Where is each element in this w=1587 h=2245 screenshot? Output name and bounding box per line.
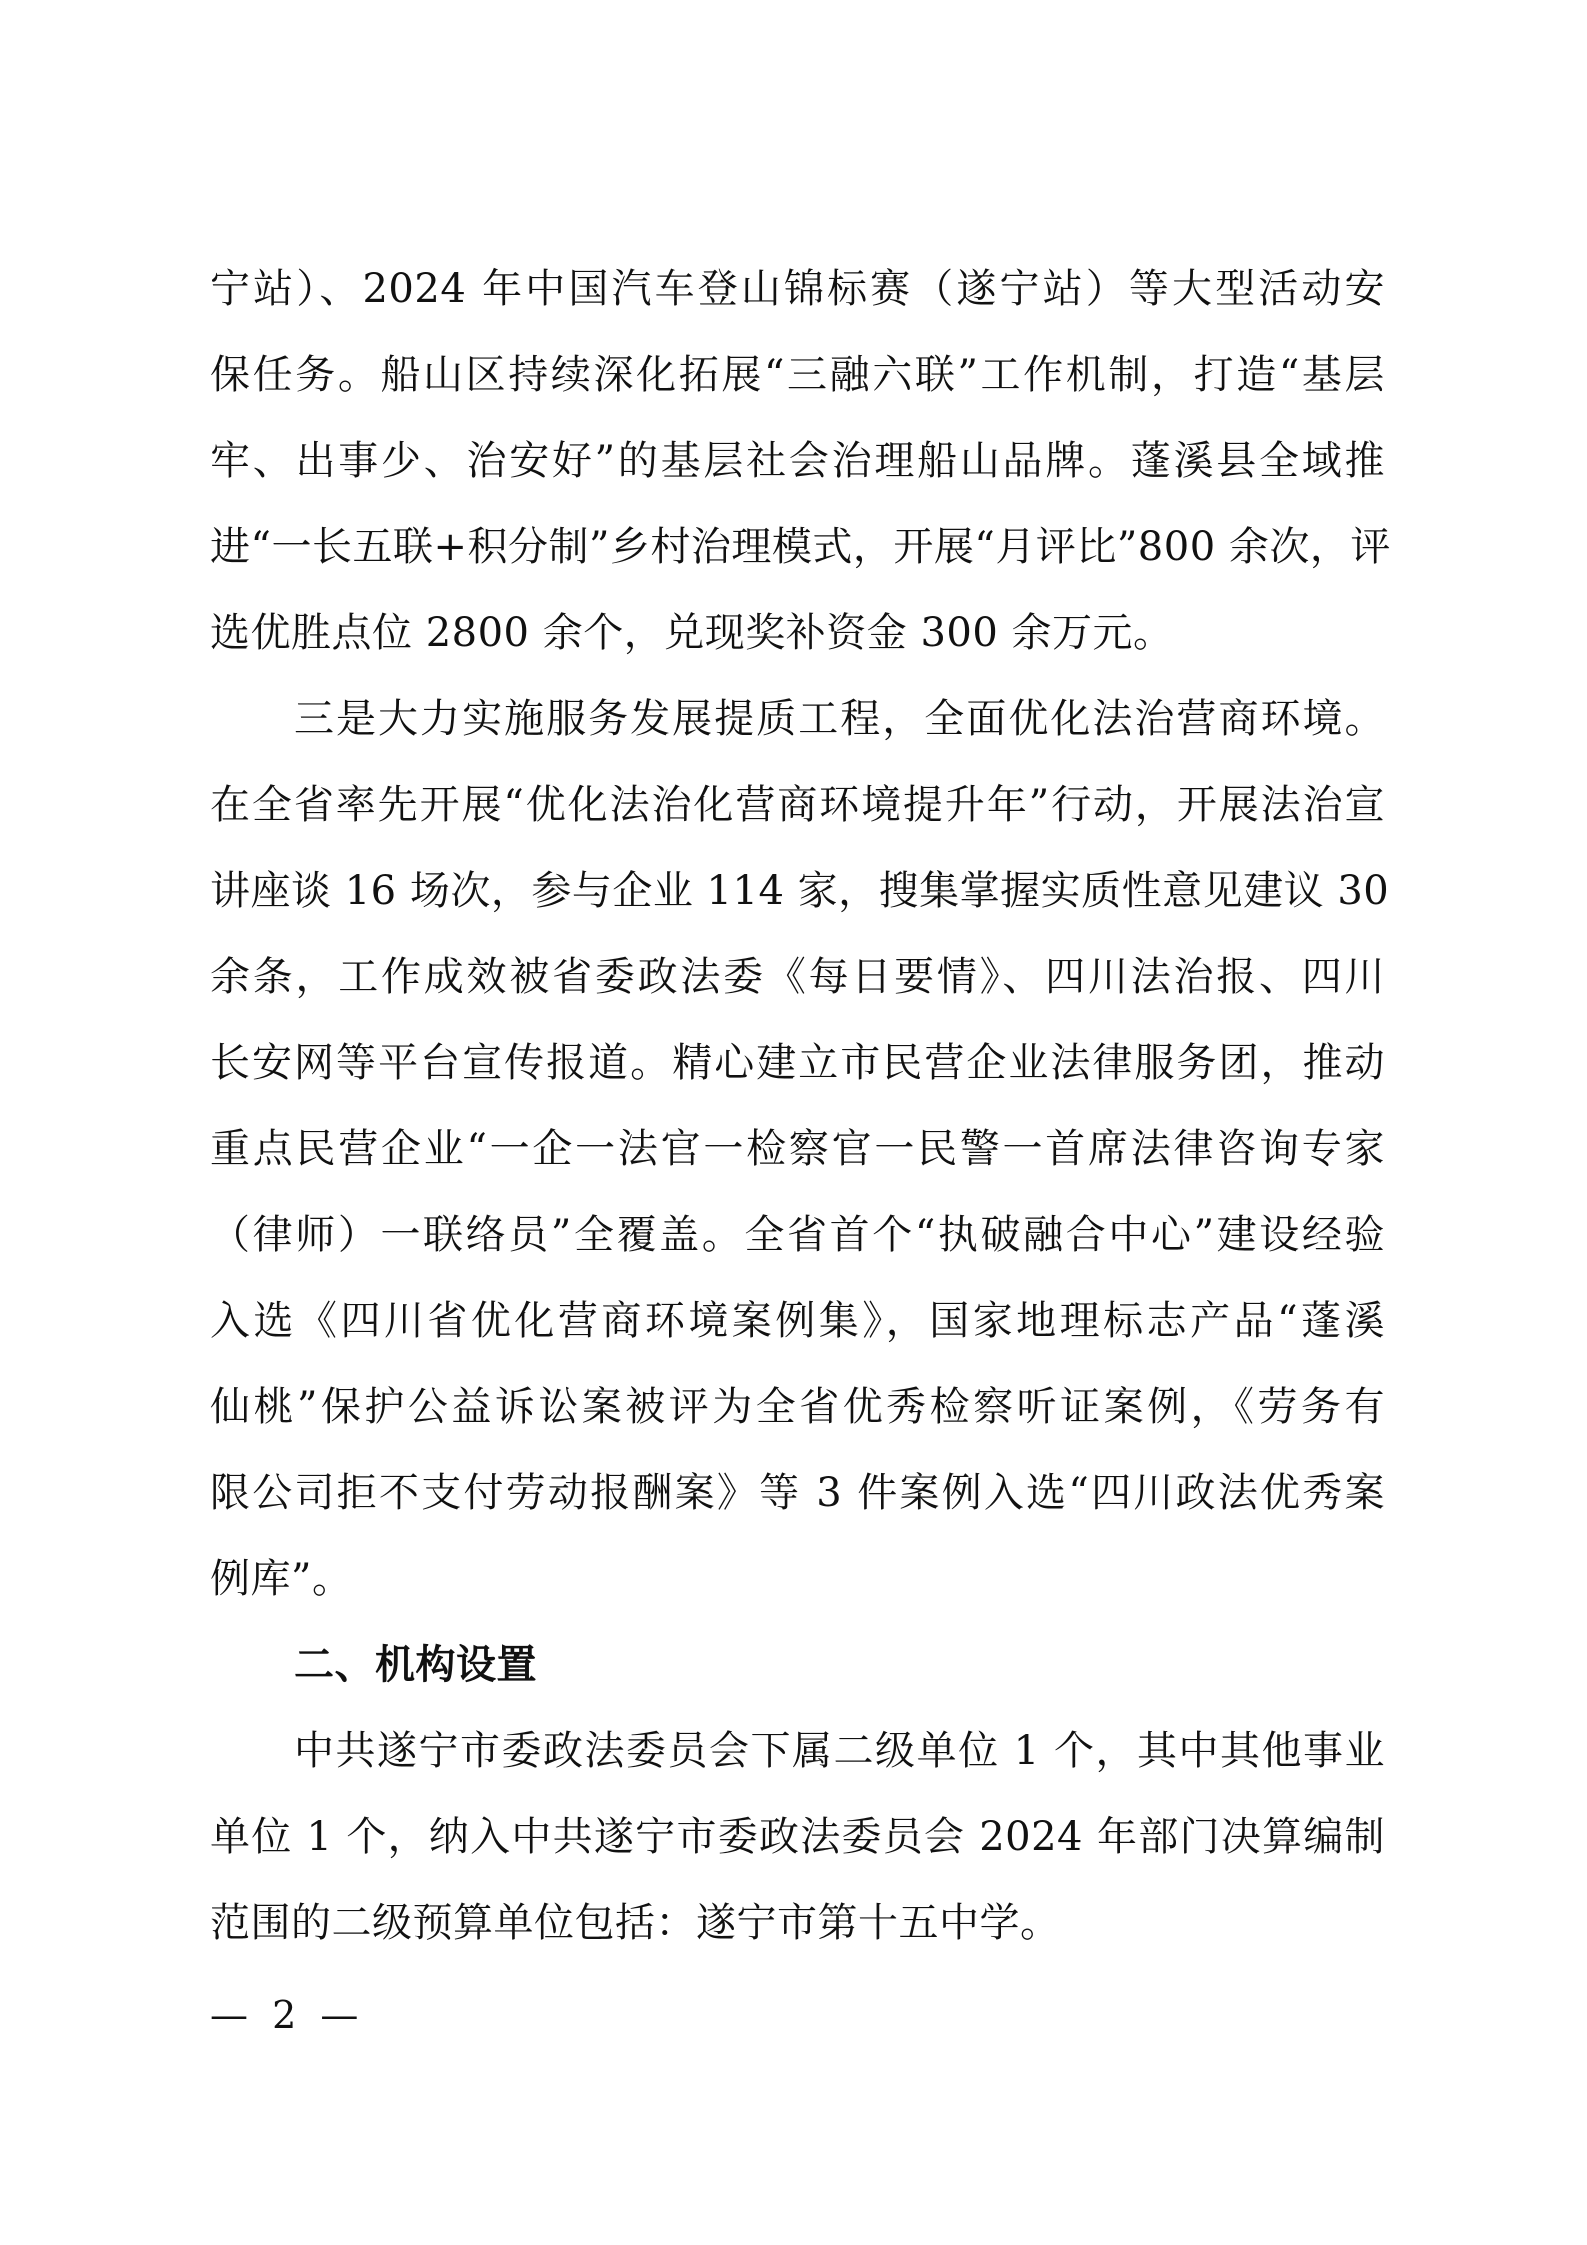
page-number: — 2 — bbox=[210, 1993, 365, 2037]
text-line: 长安网等平台宣传报道。精心建立市民营企业法律服务团，推动 bbox=[210, 1040, 1385, 1086]
text-line: 牢、出事少、治安好”的基层社会治理船山品牌。蓬溪县全域推 bbox=[210, 438, 1385, 484]
text-line: 宁站）、2024 年中国汽车登山锦标赛（遂宁站）等大型活动安 bbox=[210, 266, 1385, 312]
text-line: 三是大力实施服务发展提质工程，全面优化法治营商环境。 bbox=[294, 696, 1385, 742]
document-body bbox=[210, 246, 1391, 1966]
text-line: 重点民营企业“一企一法官一检察官一民警一首席法律咨询专家 bbox=[210, 1126, 1385, 1172]
text-line: 范围的二级预算单位包括：遂宁市第十五中学。 bbox=[210, 1900, 1061, 1946]
text-line: 余条，工作成效被省委政法委《每日要情》、四川法治报、四川 bbox=[210, 954, 1385, 1000]
text-line: 保任务。船山区持续深化拓展“三融六联”工作机制，打造“基层 bbox=[210, 352, 1385, 398]
section-heading: 二、机构设置 bbox=[294, 1642, 537, 1688]
text-line: 选优胜点位 2800 余个，兑现奖补资金 300 余万元。 bbox=[210, 610, 1174, 656]
text-line: 在全省率先开展“优化法治化营商环境提升年”行动，开展法治宣 bbox=[210, 782, 1385, 828]
text-line: 仙桃”保护公益诉讼案被评为全省优秀检察听证案例，《劳务有 bbox=[210, 1384, 1385, 1430]
text-line: 例库”。 bbox=[210, 1556, 353, 1602]
text-line: 限公司拒不支付劳动报酬案》等 3 件案例入选“四川政法优秀案 bbox=[210, 1470, 1385, 1516]
paragraph-organization bbox=[210, 1708, 1385, 1966]
paragraph-business-environment bbox=[210, 676, 1390, 1622]
paragraph-safety-brand bbox=[210, 246, 1391, 676]
text-line: 入选《四川省优化营商环境案例集》，国家地理标志产品“蓬溪 bbox=[210, 1298, 1385, 1344]
text-line: 单位 1 个，纳入中共遂宁市委政法委员会 2024 年部门决算编制 bbox=[210, 1814, 1385, 1860]
text-line: 中共遂宁市委政法委员会下属二级单位 1 个，其中其他事业 bbox=[294, 1728, 1385, 1774]
text-line: （律师）一联络员”全覆盖。全省首个“执破融合中心”建设经验 bbox=[210, 1212, 1385, 1258]
text-line: 讲座谈 16 场次，参与企业 114 家，搜集掌握实质性意见建议 30 bbox=[210, 868, 1390, 914]
text-line: 进“一长五联+积分制”乡村治理模式，开展“月评比”800 余次，评 bbox=[210, 524, 1391, 570]
